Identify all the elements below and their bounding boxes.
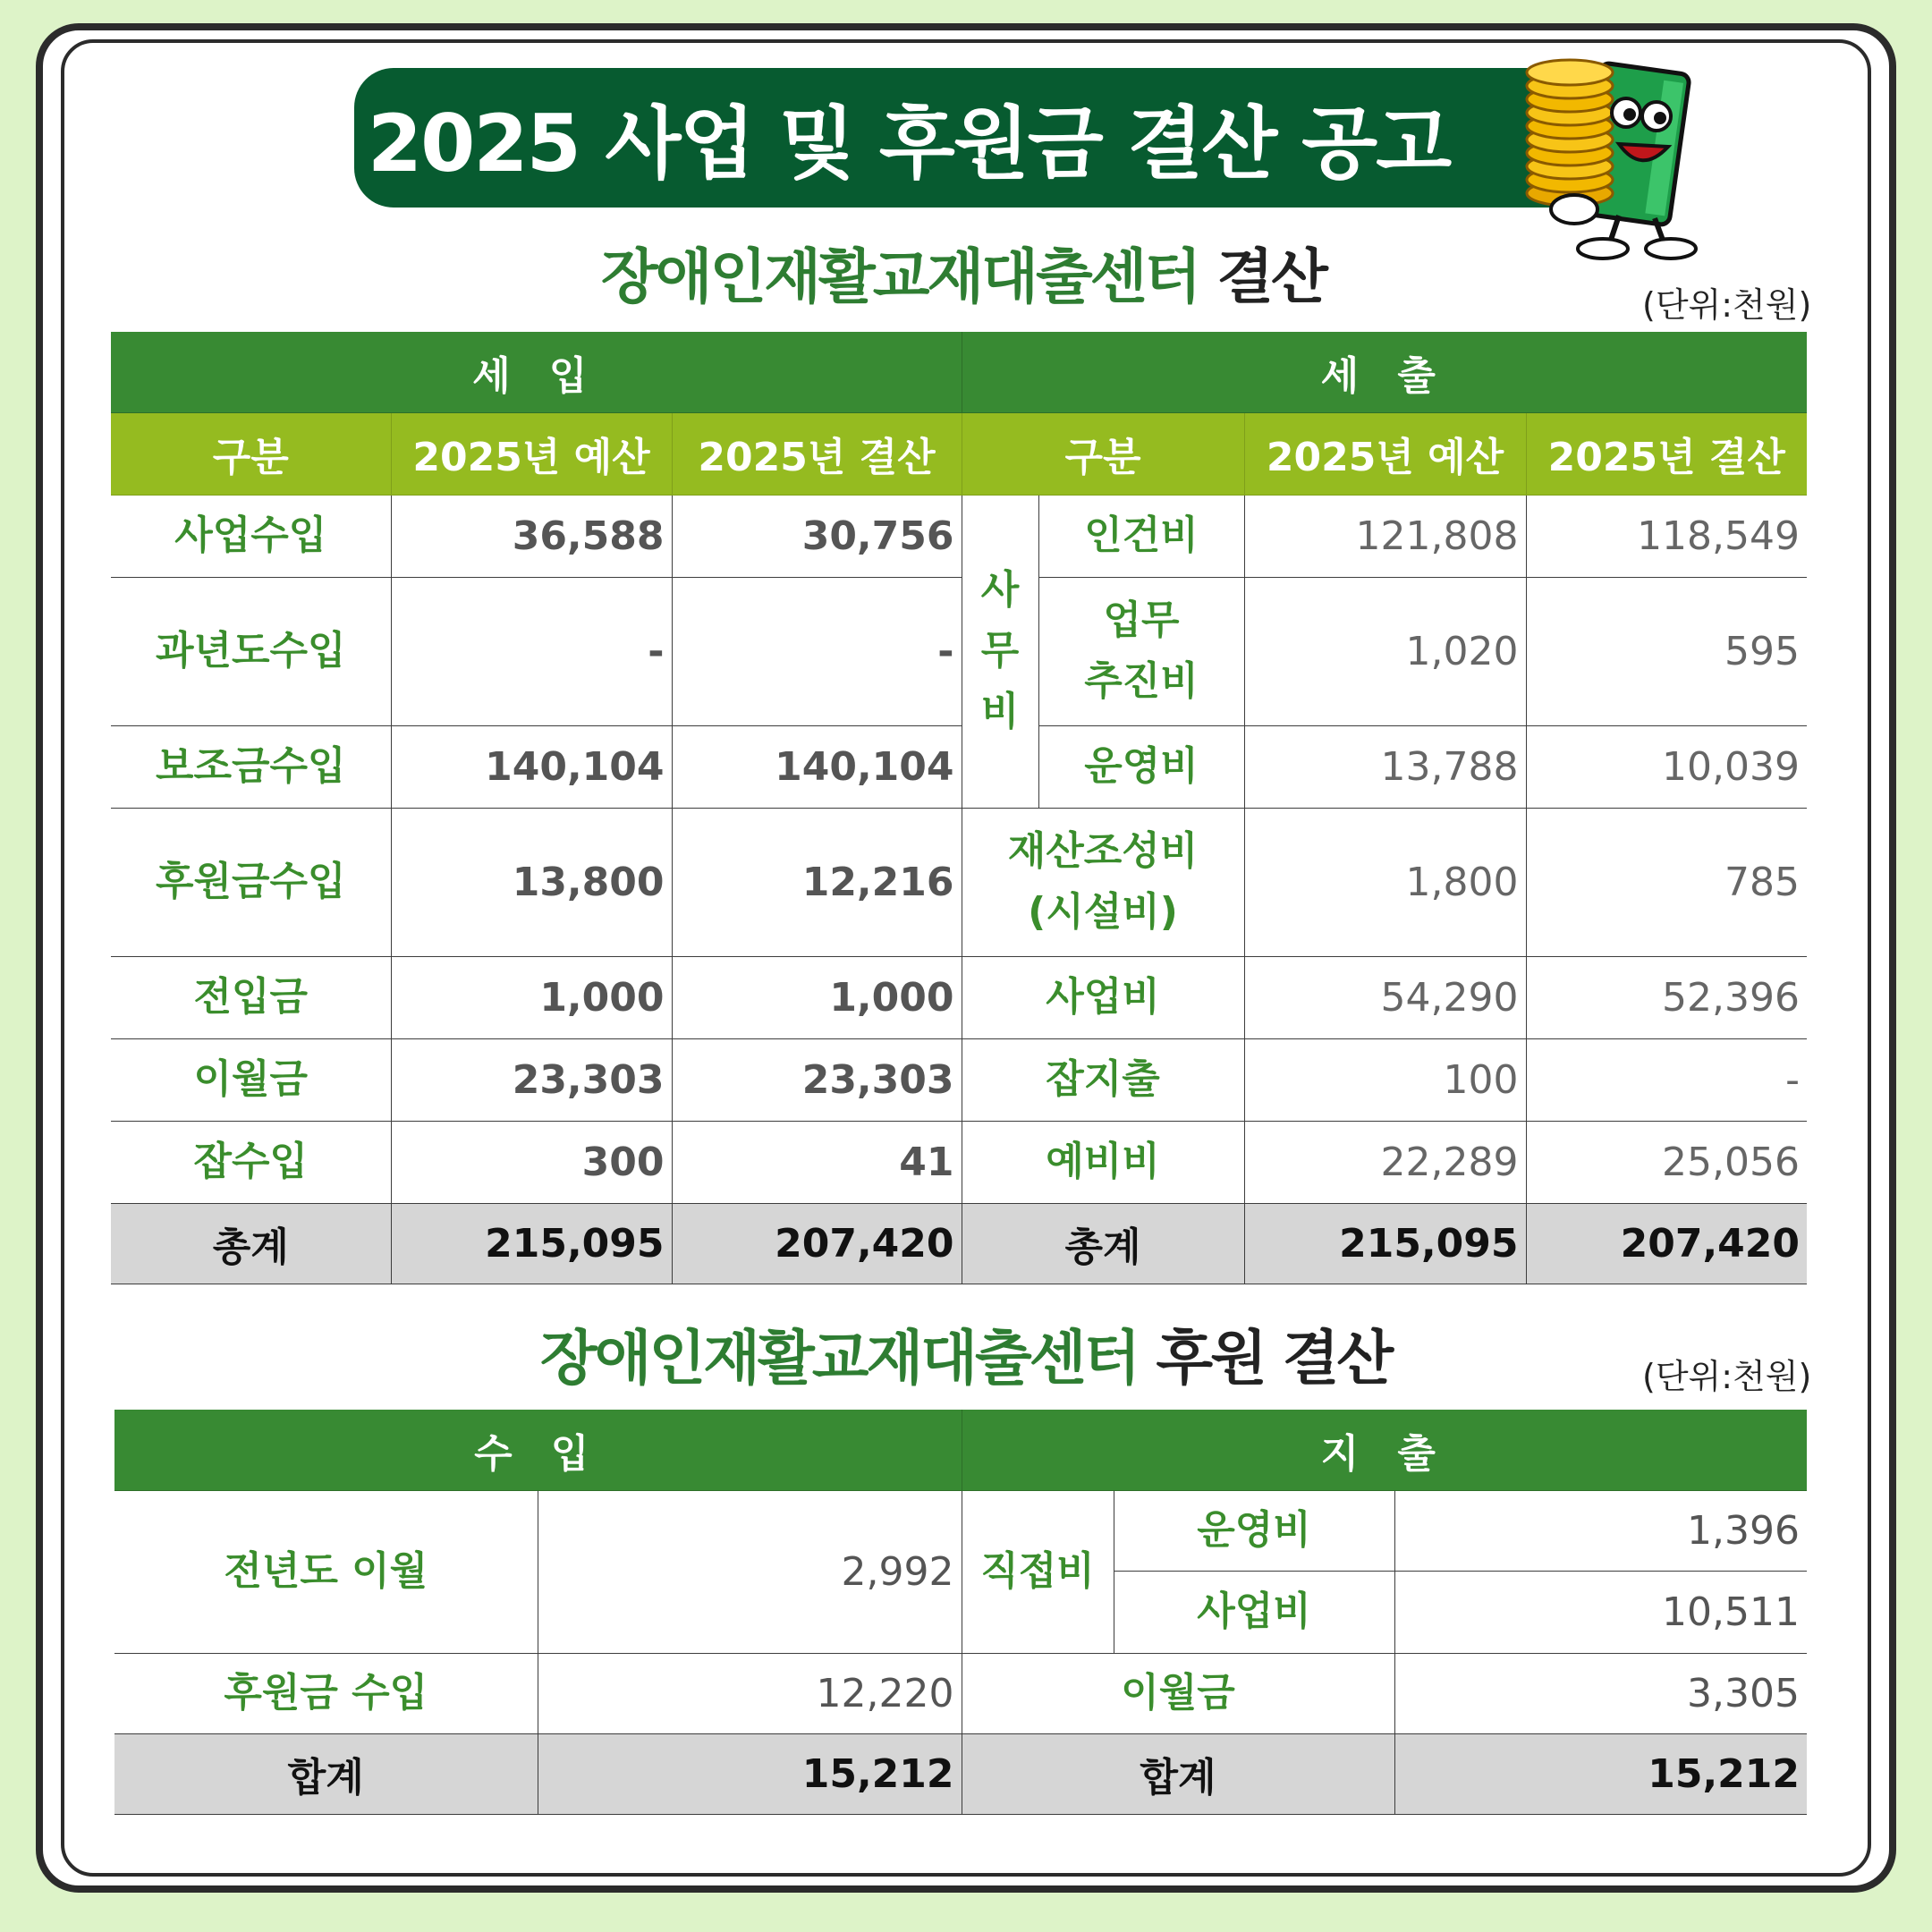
expense-label-line: 추진비 (1084, 658, 1199, 704)
section1-title-green: 장애인재활교재대출센터 (601, 242, 1199, 311)
income-total-settlement: 207,420 (672, 1203, 962, 1284)
donation-income-label: 후원금 수입 (114, 1653, 538, 1733)
income-settlement: - (672, 577, 962, 725)
page-title: 2025 사업 및 후원금 결산 공고 (367, 97, 1451, 190)
expense-total-label: 총계 (962, 1203, 1244, 1284)
coin-mascot-icon (1521, 50, 1699, 265)
expense-budget: 13,788 (1244, 725, 1526, 808)
income-label: 후원금수입 (111, 808, 391, 956)
expense-label (1038, 577, 1244, 725)
office-char: 사 (980, 566, 1020, 613)
expense-label: 사업비 (962, 956, 1244, 1038)
table-row (111, 1121, 1807, 1203)
income-label: 전입금 (111, 956, 391, 1038)
income-label: 보조금수입 (111, 725, 391, 808)
income-settlement: 30,756 (672, 495, 962, 577)
income-col-settlement: 2025년 결산 (672, 412, 962, 495)
expense-budget: 121,808 (1244, 495, 1526, 577)
income-label: 이월금 (111, 1038, 391, 1121)
expense-settlement: 118,549 (1526, 495, 1807, 577)
expense-settlement: 52,396 (1526, 956, 1807, 1038)
office-char: 무 (980, 627, 1020, 674)
income-settlement: 1,000 (672, 956, 962, 1038)
income-budget: 36,588 (391, 495, 672, 577)
income-budget: 1,000 (391, 956, 672, 1038)
expense-label: 예비비 (962, 1121, 1244, 1203)
income-budget: 300 (391, 1121, 672, 1203)
table-row (111, 577, 1807, 725)
income-settlement: 12,216 (672, 808, 962, 956)
table-row (111, 808, 1807, 956)
income-col-budget: 2025년 예산 (391, 412, 672, 495)
direct-item-label: 사업비 (1114, 1571, 1394, 1653)
income-total-label: 총계 (111, 1203, 391, 1284)
expense-budget: 54,290 (1244, 956, 1526, 1038)
income-settlement: 23,303 (672, 1038, 962, 1121)
table-row (111, 725, 1807, 808)
income-budget: 13,800 (391, 808, 672, 956)
expense-label: 잡지출 (962, 1038, 1244, 1121)
expense-label: 인건비 (1038, 495, 1244, 577)
expense-total-settlement: 207,420 (1526, 1203, 1807, 1284)
table-row (111, 1038, 1807, 1121)
income-budget: 23,303 (391, 1038, 672, 1121)
expense-settlement: 25,056 (1526, 1121, 1807, 1203)
income-budget: - (391, 577, 672, 725)
expense-budget: 1,800 (1244, 808, 1526, 956)
title-banner (354, 68, 1589, 208)
office-char: 비 (980, 689, 1020, 735)
expense-col-category: 구분 (962, 412, 1244, 495)
expense-budget: 22,289 (1244, 1121, 1526, 1203)
expense-label-line: 업무 (1103, 597, 1180, 643)
total-row (114, 1733, 1807, 1814)
income-col-category: 구분 (111, 412, 391, 495)
direct-cost-label: 직접비 (962, 1490, 1114, 1653)
expense-budget: 1,020 (1244, 577, 1526, 725)
expense-settlement: - (1526, 1038, 1807, 1121)
income-settlement: 41 (672, 1121, 962, 1203)
office-expense-group-label (962, 495, 1038, 808)
section1-title-dark: 결산 (1216, 242, 1326, 311)
donation-income-header: 수 입 (114, 1410, 962, 1490)
expense-settlement: 785 (1526, 808, 1807, 956)
section2-unit: (단위:천원) (1642, 1357, 1812, 1396)
direct-item-value: 1,396 (1394, 1490, 1807, 1571)
donation-income-total: 15,212 (538, 1733, 962, 1814)
table-row (111, 495, 1807, 577)
donation-income-value: 12,220 (538, 1653, 962, 1733)
donation-income-value: 2,992 (538, 1490, 962, 1653)
section2-title-green: 장애인재활교재대출센터 (540, 1324, 1139, 1393)
section1-unit: (단위:천원) (1642, 285, 1812, 325)
income-total-budget: 215,095 (391, 1203, 672, 1284)
table-row (111, 956, 1807, 1038)
carryover-label: 이월금 (962, 1653, 1394, 1733)
donation-expense-header: 지 출 (962, 1410, 1807, 1490)
donation-income-total-label: 합계 (114, 1733, 538, 1814)
expense-col-budget: 2025년 예산 (1244, 412, 1526, 495)
section2-title-dark: 후원 결산 (1156, 1324, 1392, 1393)
donation-expense-total-label: 합계 (962, 1733, 1394, 1814)
expense-col-settlement: 2025년 결산 (1526, 412, 1807, 495)
expense-label: 운영비 (1038, 725, 1244, 808)
income-label: 잡수입 (111, 1121, 391, 1203)
settlement-table (111, 332, 1807, 1284)
expense-total-budget: 215,095 (1244, 1203, 1526, 1284)
donation-income-label: 전년도 이월 (114, 1490, 538, 1653)
expense-label-line: 재산조성비 (1007, 827, 1199, 874)
table-row (114, 1653, 1807, 1733)
expense-budget: 100 (1244, 1038, 1526, 1121)
carryover-value: 3,305 (1394, 1653, 1807, 1733)
expense-header: 세 출 (962, 332, 1807, 412)
direct-item-label: 운영비 (1114, 1490, 1394, 1571)
income-budget: 140,104 (391, 725, 672, 808)
direct-item-value: 10,511 (1394, 1571, 1807, 1653)
expense-label (962, 808, 1244, 956)
section2-title (540, 1310, 1391, 1395)
expense-settlement: 10,039 (1526, 725, 1807, 808)
expense-settlement: 595 (1526, 577, 1807, 725)
table-row (114, 1490, 1807, 1571)
income-header: 세 입 (111, 332, 962, 412)
donation-expense-total: 15,212 (1394, 1733, 1807, 1814)
income-settlement: 140,104 (672, 725, 962, 808)
total-row (111, 1203, 1807, 1284)
income-label: 과년도수입 (111, 577, 391, 725)
section1-title (601, 229, 1326, 314)
income-label: 사업수입 (111, 495, 391, 577)
expense-label-line: (시설비) (1028, 889, 1178, 935)
donation-table (114, 1410, 1807, 1815)
